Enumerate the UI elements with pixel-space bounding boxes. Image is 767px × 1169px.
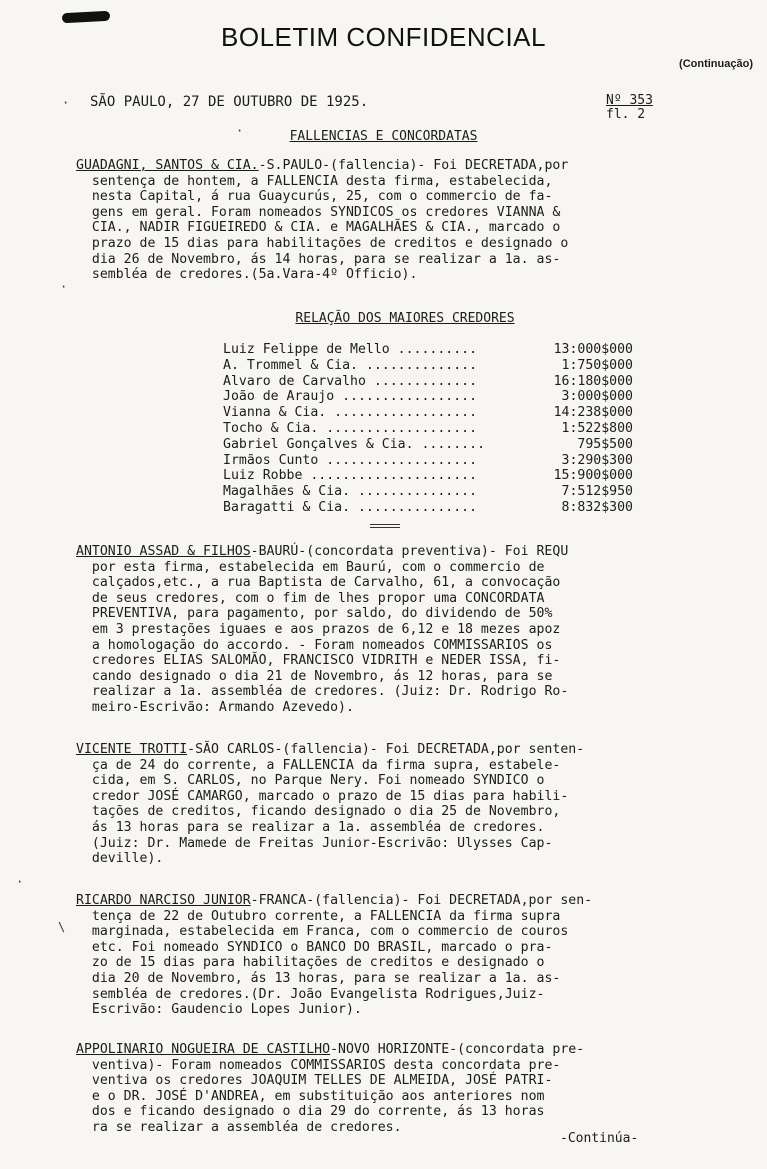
entry-heading: APPOLINARIO NOGUEIRA DE CASTILHO (76, 1042, 331, 1057)
margin-dot: · (16, 875, 24, 889)
entry-line: -NOVO HORIZONTE-(concordata pre- (330, 1042, 585, 1057)
entry-narciso (76, 893, 592, 1018)
entry-guadagni (76, 158, 568, 283)
entry-line: calçados,etc., a rua Baptista de Carvalho, 61, a convocação (91, 575, 561, 591)
continuation-label: (Continuação) (679, 58, 753, 70)
entry-line: ra se realizar a assembléa de credores. (91, 1119, 402, 1135)
margin-dot: · (60, 280, 68, 294)
entry-line: zo de 15 dias para habilitações de creditos e designado o (91, 955, 545, 971)
creditor-amount: 3:000$000 (561, 389, 633, 405)
creditor-name: Baragatti & Cia. ............... (223, 499, 478, 515)
entry-line: nesta Capital, á rua Guaycurús, 25, com o commercio de fa- (91, 189, 553, 205)
entry-line: tações de creditos, ficando designado o dia 25 de Novembro, (91, 804, 561, 820)
creditor-row (223, 358, 653, 374)
entry-line: ás 13 horas para se realizar a 1a. assembléa de credores. (91, 819, 545, 835)
entry-line: sembléa de credores.(Dr. João Evangelista Rodrigues,Juiz- (91, 986, 545, 1002)
entry-line: dia 26 de Novembro, ás 14 horas, para se realizar a 1a. as- (91, 251, 561, 267)
dateline: SÃO PAULO, 27 DE OUTUBRO DE 1925. (90, 94, 369, 110)
entry-line: dia 20 de Novembro, ás 13 horas, para se realizar a 1a. as- (91, 970, 561, 986)
creditor-name: Irmãos Cunto ................... (223, 452, 478, 468)
entry-line: ventiva)- Foram nomeados COMMISSARIOS desta concordata pre- (91, 1057, 561, 1073)
entry-line: -BAURÚ-(concordata preventiva)- Foi REQU (250, 544, 569, 559)
entry-line: -FRANCA-(fallencia)- Foi DECRETADA,por sen- (250, 893, 593, 908)
creditor-amount: 8:832$300 (561, 499, 633, 515)
entry-line: dos e ficando designado o dia 29 do corrente, ás 13 horas (91, 1104, 545, 1120)
creditor-row (223, 405, 653, 421)
entry-line: CIA., NADIR FIGUEIREDO & CIA. e MAGALHÃES & CIA., marcado o (91, 220, 561, 236)
entry-line: meiro-Escrivão: Armando Azevedo). (91, 699, 354, 715)
creditor-row (223, 453, 653, 469)
margin-mark: \ (58, 920, 66, 934)
creditor-name: Luiz Felippe de Mello .......... (223, 342, 478, 357)
entry-line: a homologação do accordo. - Foram nomeados COMMISSARIOS os (91, 637, 553, 653)
table-rule (370, 524, 400, 528)
entry-line: gens em geral. Foram nomeados SYNDICOS os credores VIANNA & (91, 204, 561, 220)
entry-line: etc. Foi nomeado SYNDICO o BANCO DO BRASIL, marcado o pra- (91, 939, 553, 955)
entry-trotti (76, 742, 584, 867)
continues-label: -Continúa- (560, 1131, 639, 1146)
creditor-row (223, 437, 653, 453)
creditor-amount: 14:238$000 (553, 405, 633, 421)
entry-line: -S.PAULO-(fallencia)- Foi DECRETADA,por (258, 158, 569, 173)
creditor-name: Luiz Robbe ..................... (223, 468, 478, 484)
bulletin-number (606, 94, 653, 122)
creditor-name: Vianna & Cia. .................. (223, 405, 478, 421)
entry-heading: VICENTE TROTTI (76, 742, 188, 757)
creditors-title: RELAÇÃO DOS MAIORES CREDORES (295, 311, 515, 326)
bulletin-title: BOLETIM CONFIDENCIAL (221, 22, 546, 52)
entry-line: PREVENTIVA, para pagamento, por saldo, do dividendo de 50% (91, 606, 553, 622)
entry-line: tença de 22 de Outubro corrente, a FALLENCIA da firma supra (91, 908, 561, 924)
creditor-amount: 1:750$000 (561, 357, 633, 373)
creditor-name: A. Trommel & Cia. .............. (223, 357, 478, 373)
entry-assad (76, 544, 568, 716)
entry-heading: ANTONIO ASSAD & FILHOS (76, 544, 251, 559)
entry-heading: RICARDO NARCISO JUNIOR (76, 893, 251, 908)
creditor-name: Tocho & Cia. ................... (223, 420, 478, 436)
entry-line: credor JOSÉ CAMARGO, marcado o prazo de 15 dias para habili- (91, 788, 569, 804)
entry-line: ventiva os credores JOAQUIM TELLES DE ALMEIDA, JOSÉ PATRI- (91, 1073, 553, 1089)
creditor-name: Gabriel Gonçalves & Cia. ........ (223, 436, 486, 452)
creditor-name: Alvaro de Carvalho ............. (223, 373, 478, 389)
entry-line: (Juiz: Dr. Mamede de Freitas Junior-Escrivão: Ulysses Cap- (91, 835, 553, 851)
margin-dot: · (62, 96, 70, 110)
entry-line: sentença de hontem, a FALLENCIA desta firma, estabelecida, (91, 173, 553, 189)
number-label: Nº 353 (606, 93, 653, 108)
entry-line: prazo de 15 dias para habilitações de creditos e designado o (91, 235, 569, 251)
creditor-row (223, 468, 653, 484)
entry-line: credores ELIAS SALOMÃO, FRANCISCO VIDRITH e NEDER ISSA, fi- (91, 653, 561, 669)
entry-line: por esta firma, estabelecida em Baurú, com o commercio de (91, 559, 545, 575)
entry-line: deville). (91, 851, 164, 867)
creditor-amount: 7:512$950 (561, 484, 633, 500)
section-title: FALLENCIAS E CONCORDATAS (289, 129, 478, 144)
creditor-amount: 1:522$800 (561, 420, 633, 436)
entry-heading: GUADAGNI, SANTOS & CIA. (76, 158, 259, 173)
entry-line: cida, em S. CARLOS, no Parque Nery. Foi nomeado SYNDICO o (91, 773, 545, 789)
creditor-row (223, 484, 653, 500)
entry-line: cando designado o dia 21 de Novembro, ás 12 horas, para se (91, 668, 553, 684)
creditor-amount: 3:290$300 (561, 452, 633, 468)
creditor-name: Magalhães & Cia. ............... (223, 484, 478, 500)
entry-line: ça de 24 do corrente, a FALLENCIA da firma supra, estabele- (91, 757, 561, 773)
creditor-row (223, 500, 653, 516)
creditor-row (223, 374, 653, 390)
entry-line: sembléa de credores.(5a.Vara-4º Officio). (91, 267, 418, 283)
creditor-amount: 795$500 (577, 436, 633, 452)
margin-dot: · (236, 124, 244, 138)
creditor-amount: 16:180$000 (553, 373, 633, 389)
creditors-table (223, 342, 653, 516)
entry-line: em 3 prestações iguaes e aos prazos de 6,12 e 18 mezes apoz (91, 621, 561, 637)
entry-line: -SÃO CARLOS-(fallencia)- Foi DECRETADA,por senten- (187, 742, 585, 757)
creditor-row (223, 342, 653, 358)
entry-castilho (76, 1042, 584, 1136)
creditor-name: João de Araujo ................. (223, 389, 478, 405)
creditor-amount: 15:900$000 (553, 468, 633, 484)
entry-line: marginada, estabelecida em Franca, com o commercio de couros (91, 924, 569, 940)
creditor-amount: 13:000$000 (553, 342, 633, 357)
creditor-row (223, 421, 653, 437)
creditor-row (223, 389, 653, 405)
entry-line: realizar a 1a. assembléa de credores. (Juiz: Dr. Rodrigo Ro- (91, 684, 569, 700)
entry-line: e o DR. JOSÉ D'ANDREA, em substituição aos anteriores nom (91, 1088, 545, 1104)
entry-line: de seus credores, com o fim de lhes propor uma CONCORDATA (91, 590, 545, 606)
entry-line: Escrivão: Gaudencio Lopes Junior). (91, 1002, 362, 1018)
sheet-label: fl. 2 (606, 107, 646, 122)
